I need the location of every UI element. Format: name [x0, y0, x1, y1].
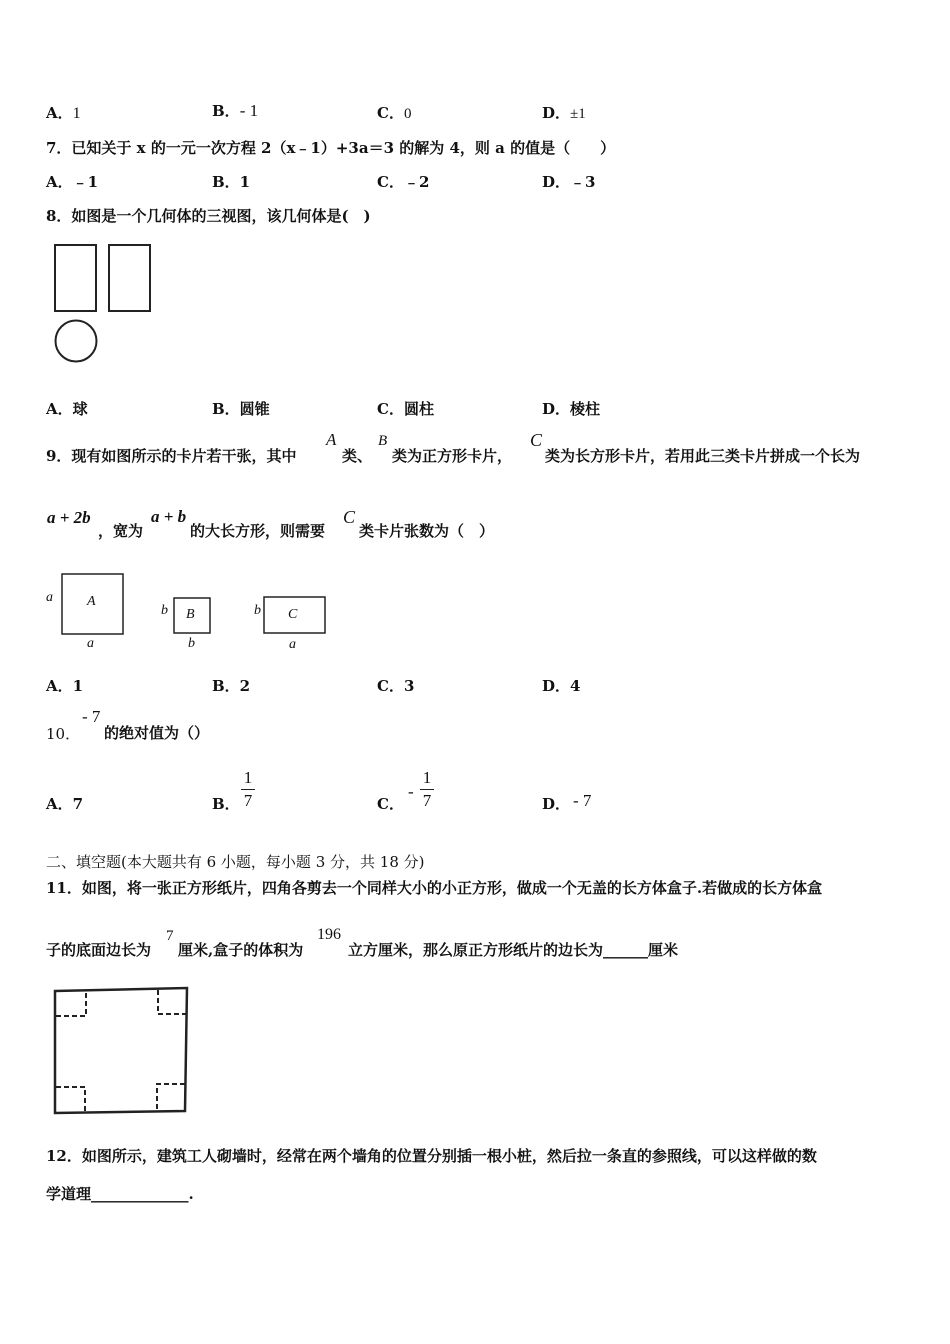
card-b-side-label: b: [161, 603, 168, 618]
q7-option-a: A．﹣1: [46, 173, 99, 191]
q11-line1: 11．如图，将一张正方形纸片，四角各剪去一个同样大小的小正方形，做成一个无盖的长方体盒子.若做成的长方体盒: [46, 879, 823, 897]
q11-part1: 子的底面边长为: [46, 941, 152, 959]
q8-option-d: D．棱柱: [542, 400, 601, 418]
q9-option-a: A．1: [46, 677, 84, 695]
q9-comma: ，宽为: [98, 522, 144, 540]
q9-length-expr: a + 2b: [47, 508, 91, 527]
q9-mid2: 类为正方形卡片，: [392, 447, 513, 465]
card-c-center-label: C: [288, 607, 298, 622]
card-a-center-label: A: [87, 594, 96, 609]
q9-option-d: D．4: [542, 677, 581, 695]
option-value: ±1: [570, 106, 586, 122]
q8-option-a: A．球: [46, 400, 88, 418]
fraction-denominator: 7: [243, 791, 253, 810]
q9-var-a: A: [326, 430, 337, 449]
cut-corner-bottom-right: [157, 1084, 185, 1111]
fraction-numerator: 1: [422, 768, 432, 787]
q11-side: 7: [166, 928, 174, 944]
q10-option-c-sign: -: [408, 782, 414, 801]
option-label: B．: [212, 102, 240, 120]
fraction-numerator: 1: [243, 768, 253, 787]
cut-corner-top-left: [56, 991, 86, 1016]
q7-option-c: C．﹣2: [377, 173, 430, 191]
q9-mid1: 类、: [342, 447, 373, 465]
card-b-bottom-label: b: [188, 636, 195, 651]
q9-var-c: C: [530, 430, 543, 450]
option-value: - 1: [239, 101, 259, 120]
q9-part2: 类为长方形卡片，若用此三类卡片拼成一个长为: [545, 447, 861, 465]
q11-volume: 196: [317, 926, 341, 943]
q8-option-b: B．圆锥: [212, 400, 270, 418]
q10-option-d-value: - 7: [573, 791, 592, 810]
card-c-side-label: b: [254, 603, 261, 618]
q10-value: - 7: [82, 707, 101, 726]
q10-number: 10．: [46, 725, 81, 743]
q9-part3: 的大长方形，则需要: [190, 522, 326, 540]
q12-line1: 12．如图所示，建筑工人砌墙时，经常在两个墙角的位置分别插一根小桩，然后拉一条直的参照线，可以这样做的数: [46, 1147, 817, 1165]
q10-option-b-label: B．: [212, 795, 240, 813]
q9-var-b: B: [378, 433, 388, 449]
q11-part2: 厘米,盒子的体积为: [178, 941, 304, 959]
q10-stem: 的绝对值为（）: [104, 724, 210, 742]
q7-stem: 7．已知关于 x 的一元一次方程 2（x﹣1）+3a＝3 的解为 4，则 a 的值是（ ）: [46, 139, 616, 157]
card-c-bottom-label: a: [289, 637, 296, 652]
fraction-denominator: 7: [422, 791, 432, 810]
q10-option-c-label: C．: [377, 795, 404, 813]
section-2-title: 二、填空题(本大题共有 6 小题，每小题 3 分，共 18 分): [46, 853, 425, 871]
option-value: 0: [403, 106, 412, 122]
q9-option-b: B．2: [212, 677, 251, 695]
option-label: D．: [542, 104, 571, 122]
q10-option-a: A．7: [46, 795, 84, 813]
square-paper-outline: [55, 988, 187, 1113]
option-value: 1: [72, 105, 81, 122]
q7-option-d: D．﹣3: [542, 173, 596, 191]
q10-option-d-label: D．: [542, 795, 571, 813]
q9-part4: 类卡片张数为（ ）: [359, 522, 495, 540]
q9-option-c: C．3: [377, 677, 415, 695]
card-a-bottom-label: a: [87, 636, 94, 651]
q9-width-expr: a + b: [151, 507, 187, 526]
q11-part3: 立方厘米，那么原正方形纸片的边长为______厘米: [348, 941, 679, 959]
card-a-side-label: a: [46, 590, 53, 605]
cut-corner-top-right: [158, 990, 186, 1014]
q7-option-b: B．1: [212, 173, 251, 191]
cut-corner-bottom-left: [56, 1087, 85, 1112]
option-label: A．: [46, 104, 73, 122]
card-b-center-label: B: [186, 607, 195, 622]
q12-line2: 学道理_____________.: [46, 1185, 194, 1203]
q9-var-c2: C: [343, 507, 356, 527]
q8-option-c: C．圆柱: [377, 400, 434, 418]
q9-part1: 9．现有如图所示的卡片若干张，其中: [46, 447, 297, 465]
option-label: C．: [377, 104, 404, 122]
q8-stem: 8．如图是一个几何体的三视图，该几何体是( ): [46, 207, 371, 225]
